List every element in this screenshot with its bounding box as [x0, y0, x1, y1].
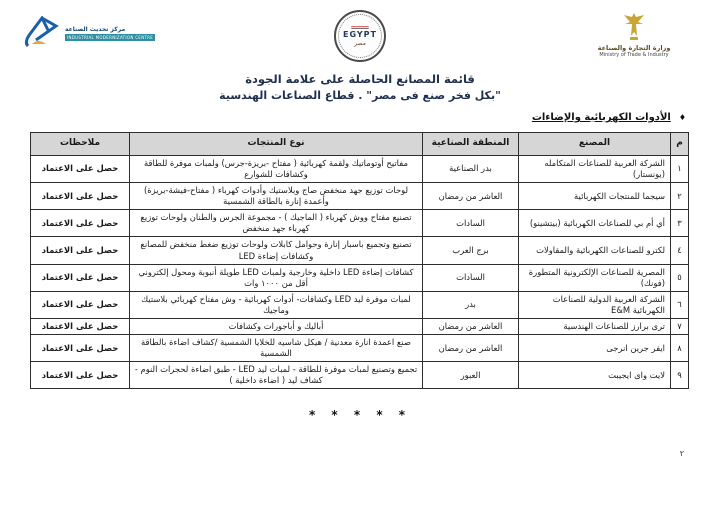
cell-notes: حصل على الاعتماد [31, 362, 130, 389]
eagle-icon [621, 12, 647, 42]
factories-table-wrap [31, 132, 689, 389]
cell-product-type: تصنيع مفتاح ووش كهرباء ( الماجيك ) - مجموعة الجرس والطنان ولوحات توزيع كهرباء جهد منخفض [130, 210, 423, 237]
cell-notes: حصل على الاعتماد [31, 210, 130, 237]
cell-row-number: ٧ [671, 319, 689, 335]
cell-row-number: ٣ [671, 210, 689, 237]
table-row [31, 335, 689, 362]
cell-product-type: لمبات موفرة ليد LED وكشافات- أدوات كهربائية - وش مفتاح كهربائي بلاستيك وماجيك [130, 291, 423, 318]
cell-product-type: مفاتيح أوتوماتيك ولقمة كهربائية ( مفتاح -بريزة-جرس) ولمبات موفرة للطاقة وكشافات للشوارع [130, 155, 423, 182]
egypt-stamp-logo [334, 10, 386, 62]
egypt-stamp-word: EGYPT [343, 29, 377, 39]
cell-industrial-zone: العاشر من رمضان [423, 183, 519, 210]
cell-industrial-zone: العبور [423, 362, 519, 389]
cell-notes: حصل على الاعتماد [31, 291, 130, 318]
cell-industrial-zone: العاشر من رمضان [423, 319, 519, 335]
cell-factory-name: أي أم بي للصناعات الكهربائية (بيتشينو) [519, 210, 671, 237]
cell-factory-name: الشركة العربية للصناعات المتكامله (يونستار) [519, 155, 671, 182]
cell-factory-name: ايفر جرين انرجى [519, 335, 671, 362]
cell-factory-name: الشركة العربية الدولية للصناعات الكهربائية E&M [519, 291, 671, 318]
table-header [31, 133, 689, 156]
imc-logo [22, 16, 155, 50]
cell-product-type: تصنيع وتجميع باسبار إنارة وحوامل كابلات ولوحات توزيع ضغط منخفض للمصانع وكشافات إضاءة LED [130, 237, 423, 264]
cell-product-type: صنع اعمدة انارة معدنية / هيكل شاسيه للخلايا الشمسية /كشاف اضاءة بالطاقة الشمسية [130, 335, 423, 362]
header-no: م [671, 133, 689, 156]
cell-industrial-zone: السادات [423, 264, 519, 291]
table-row [31, 155, 689, 182]
cell-product-type: كشافات إضاءة LED داخلية وخارجية ولمبات LED طويلة أنبوبة ومحول إلكتروني أقل من ١٠٠٠ وات [130, 264, 423, 291]
cell-industrial-zone: السادات [423, 210, 519, 237]
section-row [532, 112, 686, 123]
ministry-logo [574, 12, 694, 58]
cell-factory-name: سيجما للمنتجات الكهربائية [519, 183, 671, 210]
cell-product-type: أباليك و أباجورات وكشافات [130, 319, 423, 335]
cell-row-number: ٩ [671, 362, 689, 389]
table-row [31, 319, 689, 335]
cell-product-type: لوحات توزيع جهد منخفض صاج وبلاستيك وأدوات كهرباء ( مفتاح-فيشة-بريزة) وأعمدة إنارة بالطاقة الشمسية [130, 183, 423, 210]
cell-factory-name: المصرية للصناعات الإلكترونية المتطورة (فونك) [519, 264, 671, 291]
cell-row-number: ٤ [671, 237, 689, 264]
footer-stars: * * * * * [308, 408, 412, 422]
table-row [31, 291, 689, 318]
cell-row-number: ٨ [671, 335, 689, 362]
factories-table [30, 132, 689, 389]
cell-notes: حصل على الاعتماد [31, 155, 130, 182]
page-number: ٢ [679, 449, 684, 458]
table-row [31, 264, 689, 291]
table-row [31, 183, 689, 210]
header-zone: المنطقة الصناعية [423, 133, 519, 156]
imc-logo-text [65, 26, 155, 41]
cell-industrial-zone: بدر الصناعية [423, 155, 519, 182]
imc-english-label: INDUSTRIAL MODERNIZATION CENTRE [67, 34, 154, 40]
cell-row-number: ٦ [671, 291, 689, 318]
cell-row-number: ١ [671, 155, 689, 182]
cell-industrial-zone: بدر [423, 291, 519, 318]
egypt-flag-icon [351, 26, 369, 29]
imc-swoosh-icon [22, 16, 62, 50]
page-subtitle: "بكل فخر صنع فى مصر" . قطاع الصناعات الهندسية [219, 89, 501, 102]
header-products: نوع المنتجات [130, 133, 423, 156]
cell-industrial-zone: العاشر من رمضان [423, 335, 519, 362]
section-heading: الأدوات الكهربائية والإضاءات [531, 112, 671, 123]
table-row [31, 362, 689, 389]
cell-product-type: تجميع وتصنيع لمبات موفرة للطاقة - لمبات ليد LED - طبق اضاءة لحجرات النوم - كشاف ليد ( اضاءة داخلية ) [130, 362, 423, 389]
cell-industrial-zone: برج العرب [423, 237, 519, 264]
cell-notes: حصل على الاعتماد [31, 319, 130, 335]
header-notes: ملاحظات [31, 133, 130, 156]
cell-notes: حصل على الاعتماد [31, 264, 130, 291]
table-body [31, 155, 689, 389]
page-title: قائمة المصانع الحاصلة على علامة الجودة [245, 72, 475, 86]
title-block [0, 72, 720, 102]
header-factory: المصنع [519, 133, 671, 156]
cell-notes: حصل على الاعتماد [31, 237, 130, 264]
egypt-stamp-arabic: مصر [354, 39, 366, 47]
cell-notes: حصل على الاعتماد [31, 335, 130, 362]
cell-notes: حصل على الاعتماد [31, 183, 130, 210]
cell-row-number: ٢ [671, 183, 689, 210]
cell-factory-name: لكترو للصناعات الكهربائية والمقاولات [519, 237, 671, 264]
cell-factory-name: ترى برارز للصناعات الهندسية [519, 319, 671, 335]
imc-arabic-label: مركز تحديث الصناعة [65, 25, 126, 33]
cell-row-number: ٥ [671, 264, 689, 291]
ministry-english-label: Ministry of Trade & Industry [599, 52, 669, 58]
ministry-arabic-label: وزارة التجارة والصناعة [597, 44, 671, 52]
table-row [31, 210, 689, 237]
diamond-bullet-icon: ♦ [678, 113, 686, 122]
egypt-stamp-inner-ring [338, 14, 382, 58]
table-row [31, 237, 689, 264]
cell-factory-name: لايت واى ايجيبت [519, 362, 671, 389]
